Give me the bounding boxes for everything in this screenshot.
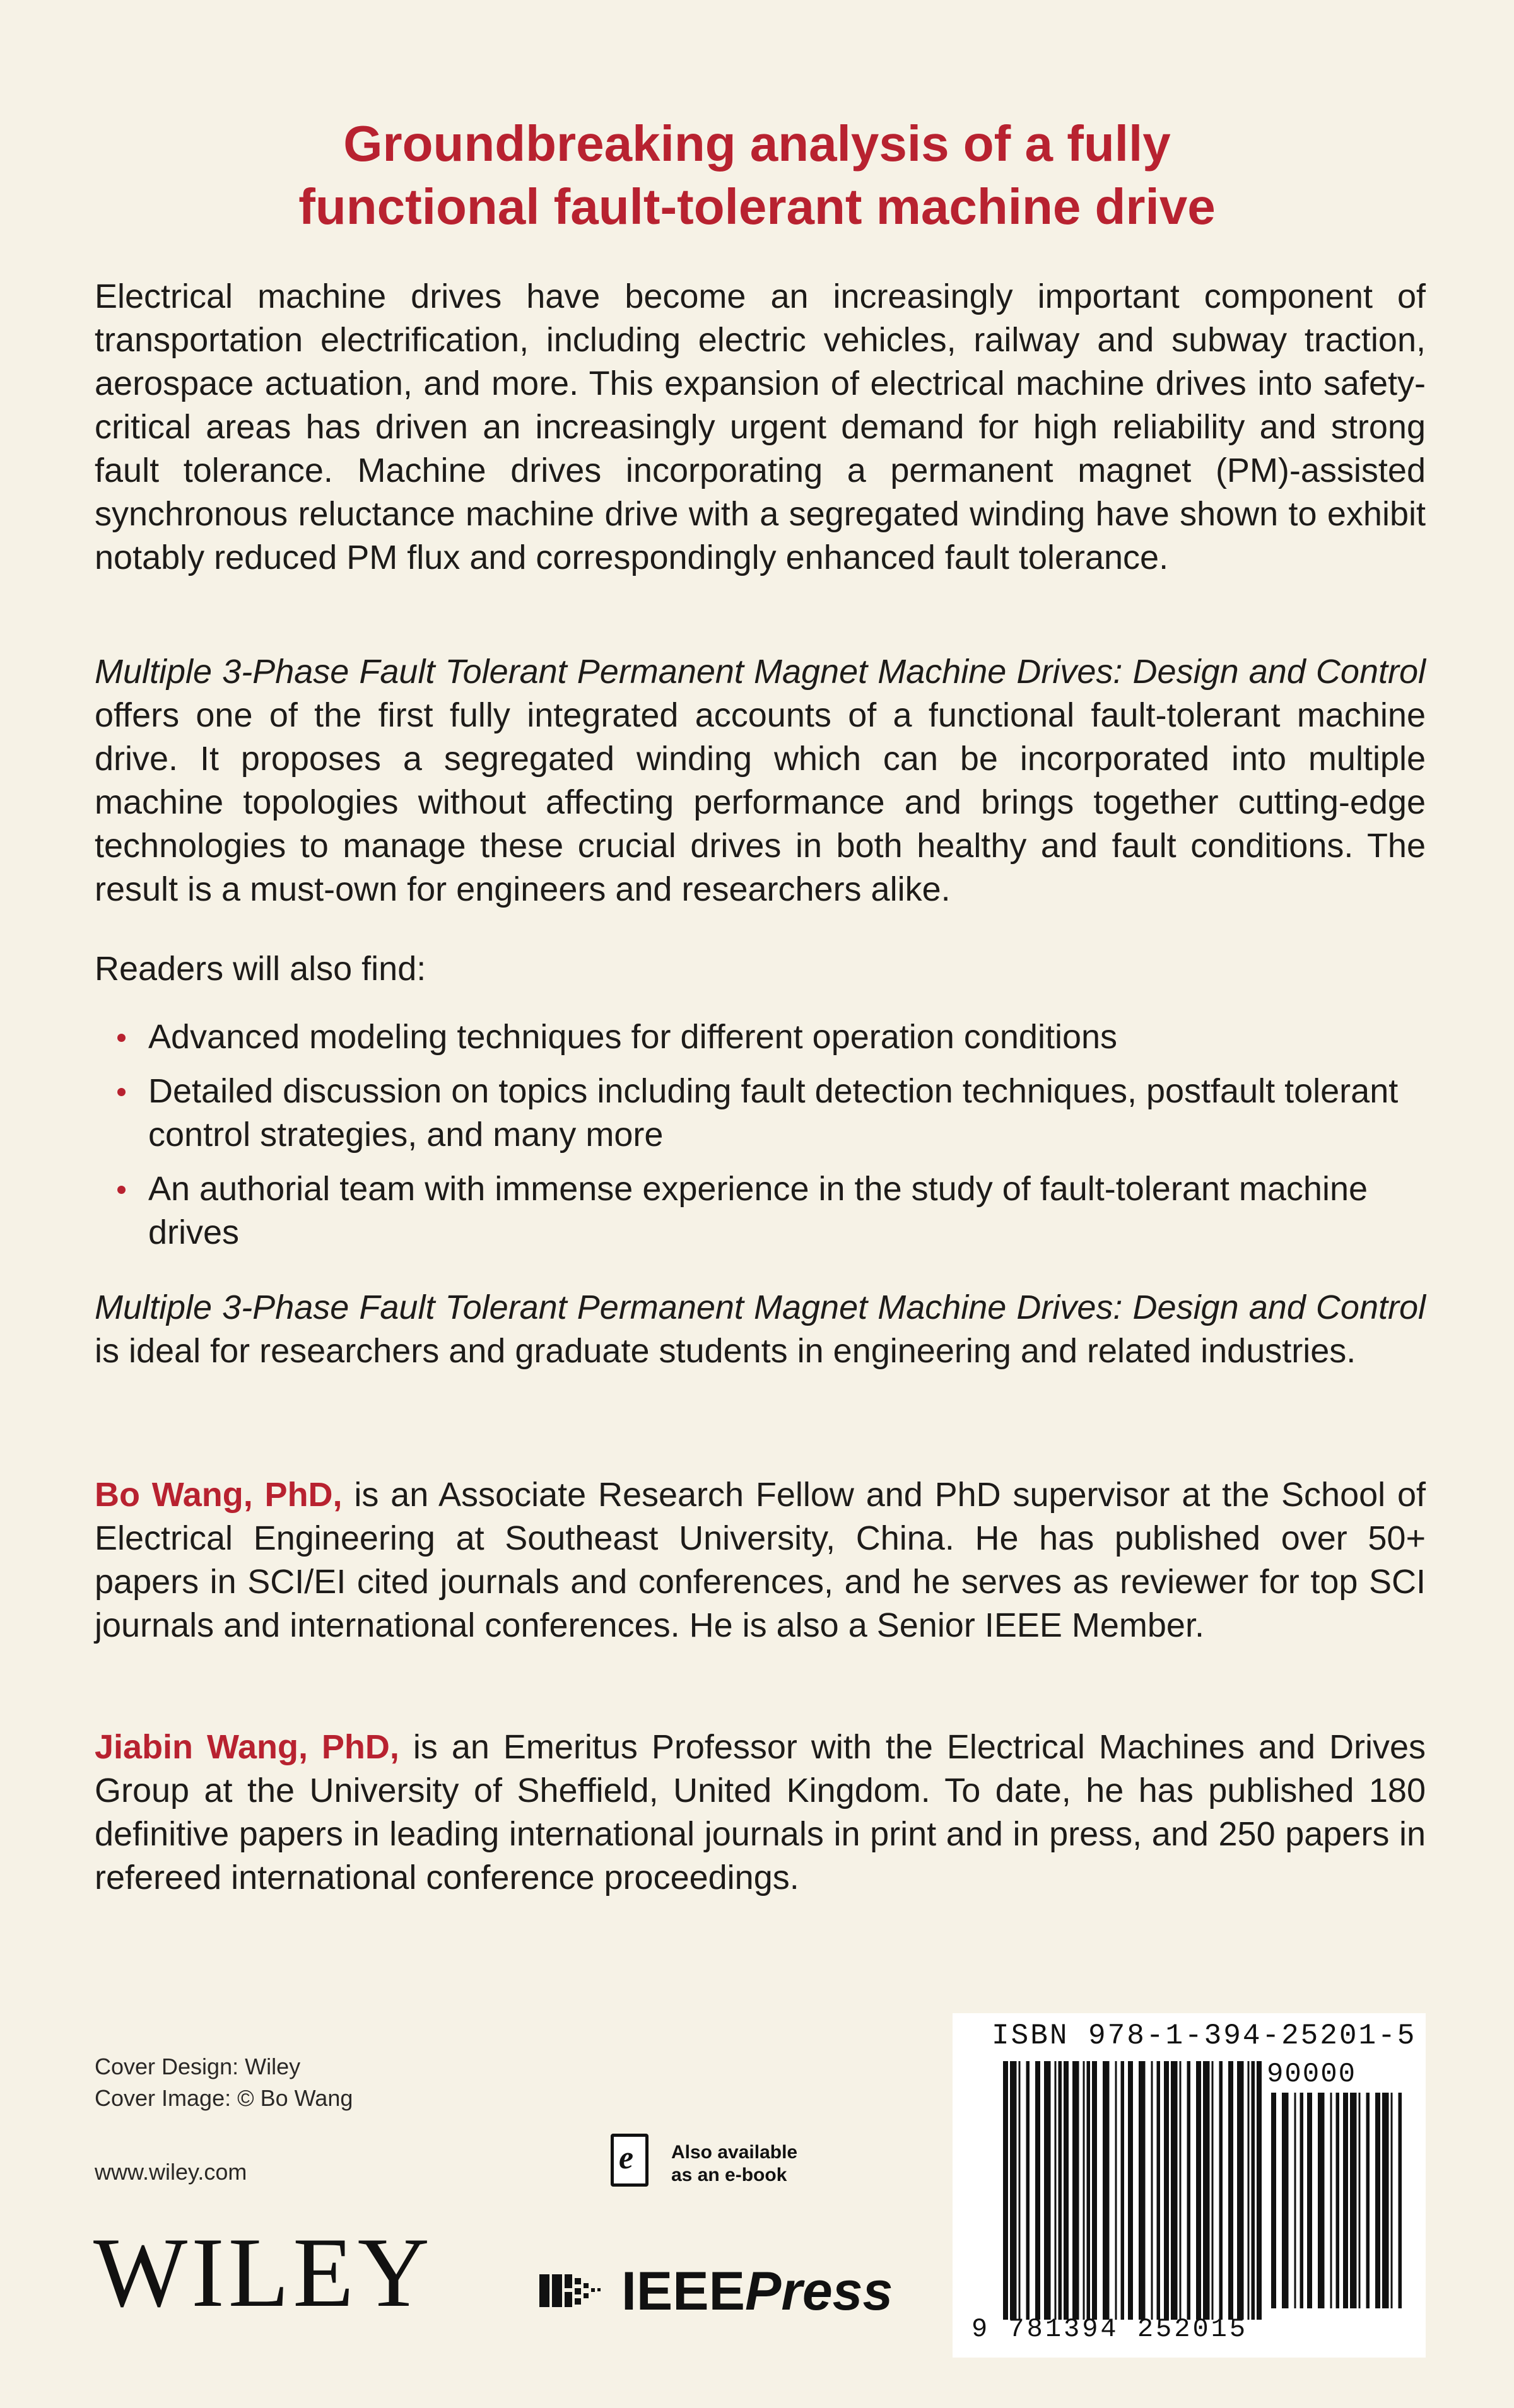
ieee-brand: IEEE — [621, 2261, 745, 2322]
barcode-bar — [1257, 2061, 1262, 2320]
barcode-bar — [1128, 2061, 1133, 2320]
barcode-bar — [1391, 2093, 1393, 2308]
barcode-bar — [1064, 2061, 1069, 2320]
ebook-label-line-2: as an e-book — [671, 2165, 787, 2185]
barcode-bar — [1271, 2093, 1276, 2308]
description-paragraph: Electrical machine drives have become an increasingly important component of transportation electrification, including electric vehicles, railway and subway traction, aerospace actuation, and more. This expansion of electrical machine drives into safety-critical areas has driven an increasingly urgent demand for high reliability and strong fault tolerance. Machine drives incorporating a permanent magnet (PM)-assisted synchronous reluctance machine drive with a segregated winding have shown to exhibit notably reduced PM flux and correspondingly enhanced fault tolerance. — [95, 278, 1426, 576]
barcode-digits: 9 781394 252015 — [971, 2314, 1248, 2344]
barcode-bar — [1350, 2093, 1357, 2308]
barcode-bar — [1219, 2061, 1223, 2320]
cover-design-credit: Cover Design: Wiley — [95, 2054, 301, 2079]
barcode-bar — [1300, 2093, 1304, 2308]
headline-line-2: functional fault-tolerant machine drive — [298, 178, 1216, 235]
list-item — [95, 1167, 1419, 1254]
summary-paragraph — [95, 650, 1426, 911]
barcode-bar — [1228, 2061, 1233, 2320]
barcode-bar — [1055, 2061, 1057, 2320]
cover-image-credit: Cover Image: © Bo Wang — [95, 2085, 353, 2111]
headline — [95, 112, 1419, 238]
barcode-bar — [1103, 2061, 1110, 2320]
barcode-bar — [1336, 2093, 1340, 2308]
barcode-bar — [1187, 2061, 1191, 2320]
barcode-bar — [1121, 2061, 1125, 2320]
barcode-bar — [1248, 2061, 1250, 2320]
book-title-italic: Multiple 3-Phase Fault Tolerant Permanent Magnet Machine Drives: Design and Control — [95, 653, 1426, 691]
barcode-bar — [1003, 2061, 1008, 2320]
cover-credits — [95, 2051, 353, 2114]
barcode-bar — [1059, 2061, 1062, 2320]
barcode-bar — [1196, 2061, 1201, 2320]
bullet-dot-icon — [117, 1186, 126, 1194]
bullet-dot-icon — [117, 1034, 126, 1042]
barcode-bar — [1139, 2061, 1146, 2320]
feature-list — [95, 1015, 1419, 1265]
barcode-bar — [1359, 2093, 1361, 2308]
list-item-text: Advanced modeling techniques for different operation conditions — [148, 1018, 1118, 1056]
publisher-website: www.wiley.com — [95, 2159, 247, 2185]
barcode-bar — [1019, 2061, 1021, 2320]
author-name: Jiabin Wang, PhD, — [95, 1728, 399, 1766]
barcode-bar — [1294, 2093, 1296, 2308]
author-bio-bo-wang — [95, 1473, 1426, 1647]
audience-paragraph — [95, 1286, 1426, 1373]
barcode-bar — [1157, 2061, 1161, 2320]
barcode-bar — [1180, 2061, 1182, 2320]
barcode-bar — [1010, 2061, 1017, 2320]
barcode-bar — [1072, 2061, 1079, 2320]
barcode-bar — [1087, 2061, 1091, 2320]
book-title-italic: Multiple 3-Phase Fault Tolerant Permanent Magnet Machine Drives: Design and Control — [95, 1289, 1426, 1326]
barcode-bar — [1083, 2061, 1085, 2320]
author-bio-jiabin-wang — [95, 1726, 1426, 1900]
barcode-bar — [1382, 2093, 1389, 2308]
barcode-bar — [1044, 2061, 1051, 2320]
barcode-bar — [1151, 2061, 1153, 2320]
barcode-bar — [1092, 2061, 1097, 2320]
barcode-bar — [1171, 2061, 1178, 2320]
price-code: 90000 — [1267, 2059, 1357, 2090]
barcode-bar — [1237, 2061, 1244, 2320]
author-name: Bo Wang, PhD, — [95, 1476, 343, 1514]
list-item-text: An authorial team with immense experience in the study of fault-tolerant machine drives — [148, 1170, 1368, 1251]
summary-text: offers one of the first fully integrated accounts of a functional fault-tolerant machine drive. It proposes a segregated winding which can be incorporated into multiple machine topologies without affecting performance and brings together cutting-edge technologies to manage these crucial drives in both healthy and fault conditions. The result is a must-own for engineers and researchers alike. — [95, 696, 1426, 908]
isbn-number: ISBN 978-1-394-25201-5 — [992, 2019, 1417, 2052]
barcode-bar — [1035, 2061, 1040, 2320]
barcode-bar — [1203, 2061, 1210, 2320]
barcode-bar — [1115, 2061, 1117, 2320]
headline-line-1: Groundbreaking analysis of a fully — [343, 115, 1171, 172]
list-item — [95, 1015, 1419, 1059]
e-book-icon: e — [611, 2134, 648, 2187]
ebook-label — [671, 2141, 797, 2187]
barcode-bar — [1343, 2093, 1348, 2308]
ieee-press-wordmark — [621, 2263, 893, 2320]
press-brand: Press — [744, 2261, 893, 2322]
ieee-mark-icon — [539, 2274, 614, 2307]
bullet-dot-icon — [117, 1088, 126, 1096]
barcode-bar — [1164, 2061, 1169, 2320]
barcode-bar — [1252, 2061, 1255, 2320]
wiley-logo: WILEY — [93, 2218, 433, 2328]
ebook-badge — [611, 2134, 838, 2190]
barcode-bar — [1366, 2093, 1370, 2308]
ebook-label-line-1: Also available — [671, 2142, 798, 2163]
barcode-bar — [1399, 2093, 1402, 2308]
barcode-bar — [1307, 2093, 1312, 2308]
barcode-bar — [1212, 2061, 1214, 2320]
barcode-bar — [1318, 2093, 1325, 2308]
author-bio-text: is an Emeritus Professor with the Electrical Machines and Drives Group at the University of Sheffield, United Kingdom. To date, he has published 180 definitive papers in leading international journals in print and in press, and 250 papers in refereed international conference proceedings. — [95, 1728, 1426, 1897]
barcode-bar — [1282, 2093, 1289, 2308]
barcode-bar — [1026, 2061, 1030, 2320]
readers-intro: Readers will also find: — [95, 950, 426, 988]
audience-text: is ideal for researchers and graduate students in engineering and related industries. — [95, 1332, 1356, 1370]
barcode-bar — [1330, 2093, 1332, 2308]
barcode-bar — [1375, 2093, 1380, 2308]
isbn-barcode — [953, 2013, 1426, 2358]
list-item — [95, 1070, 1419, 1157]
author-bio-text: is an Associate Research Fellow and PhD supervisor at the School of Electrical Engineering at Southeast University, China. He has published over 50+ papers in SCI/EI cited journals and conferences, and he serves as reviewer for top SCI journals and international conferences. He is also a Senior IEEE Member. — [95, 1476, 1426, 1644]
list-item-text: Detailed discussion on topics including fault detection techniques, postfault tolerant control strategies, and many more — [148, 1072, 1399, 1154]
